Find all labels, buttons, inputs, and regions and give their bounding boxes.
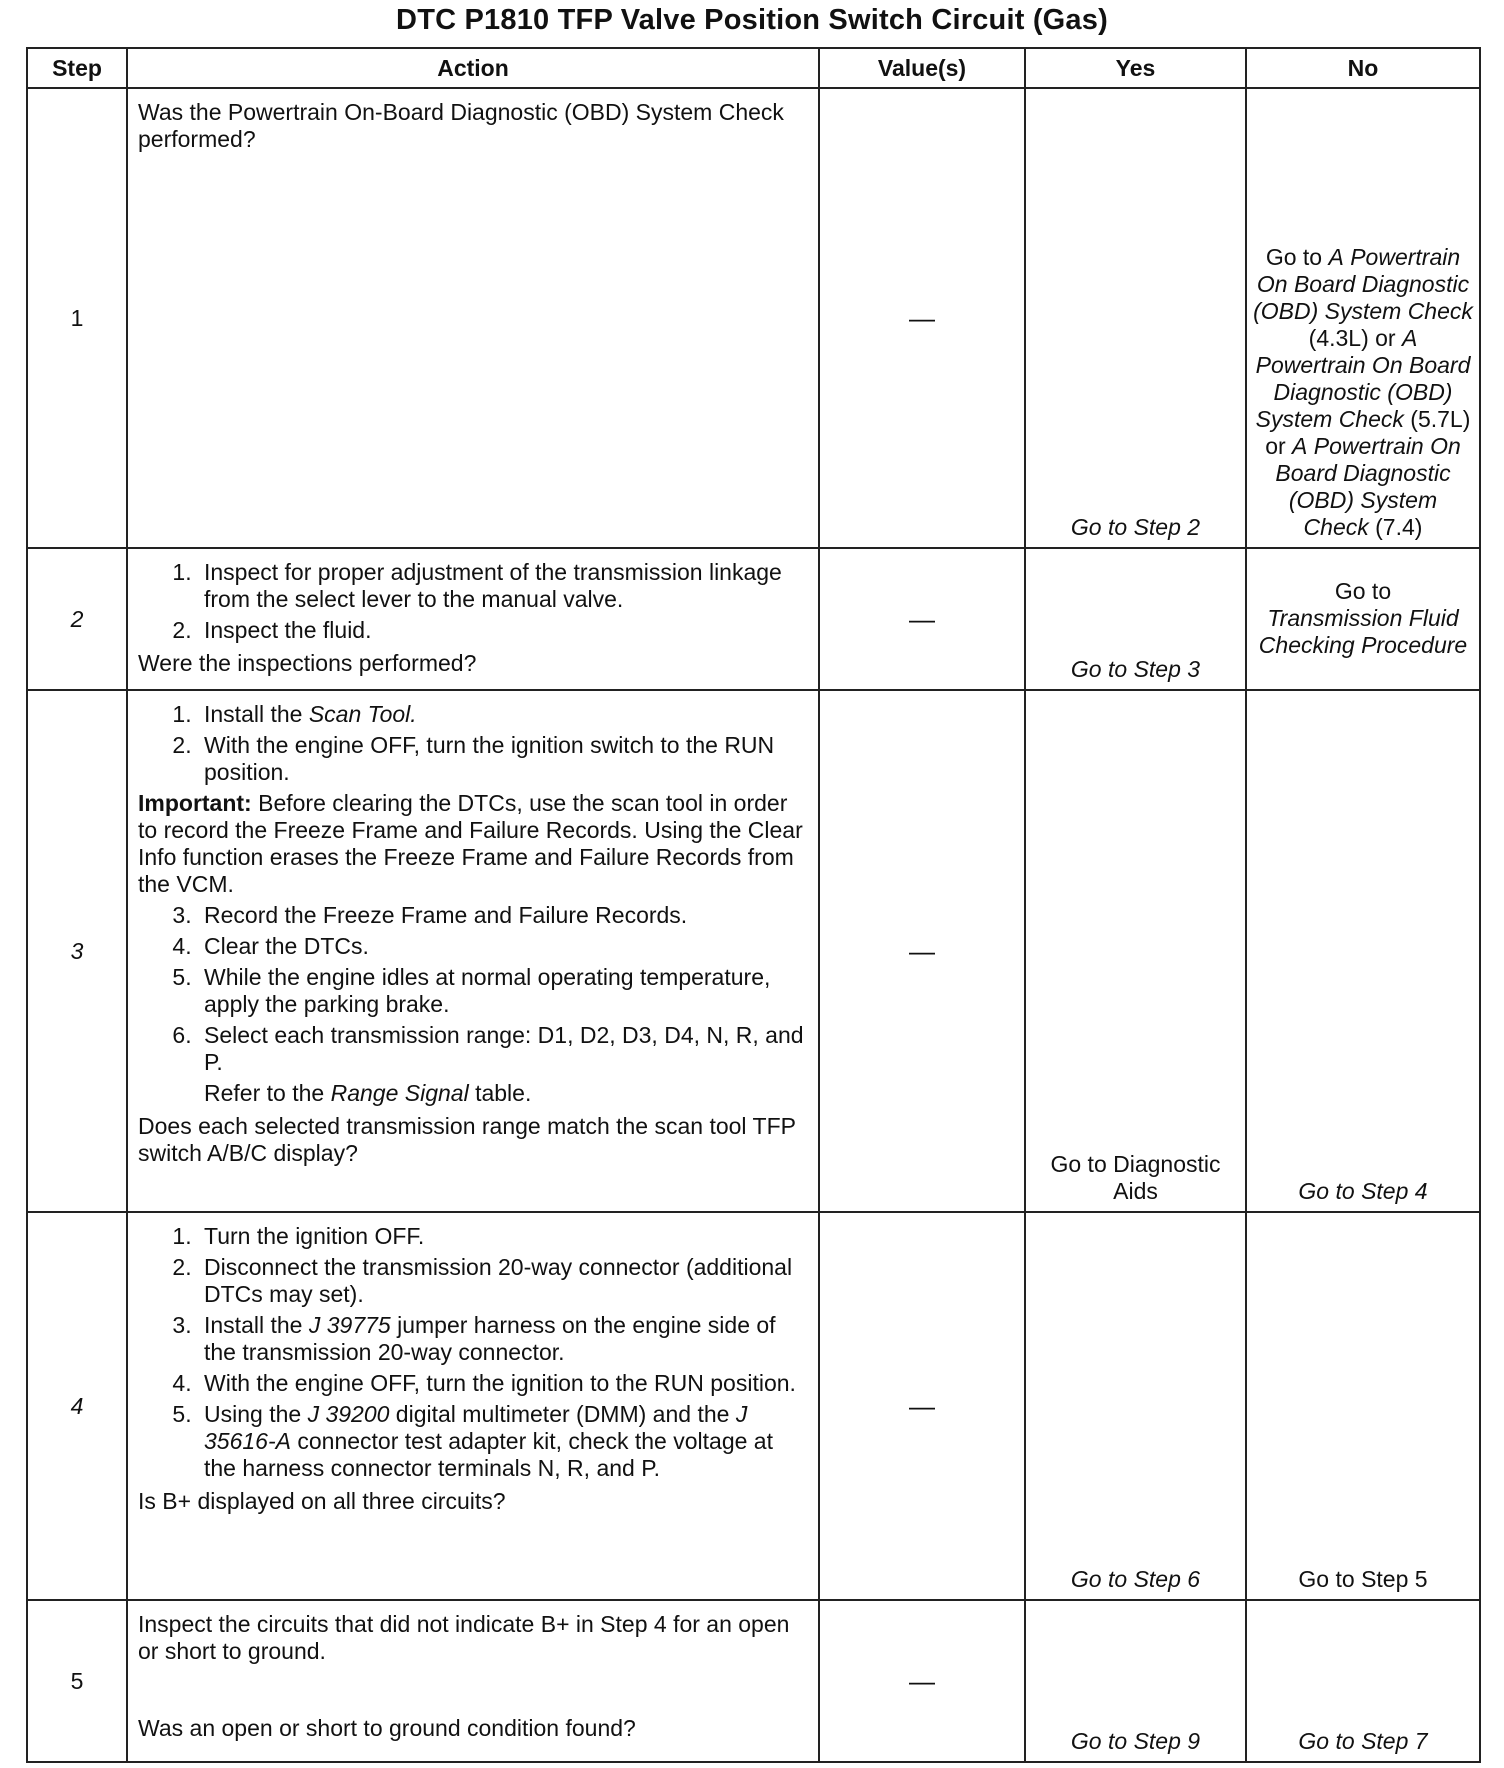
tool-ref: J 35616-A [204, 1401, 748, 1454]
action-step [198, 701, 808, 728]
no-cell [1246, 548, 1480, 690]
no-link-obd-43[interactable]: Powertrain On Board Diagnostic (OBD) System Check [1253, 244, 1473, 324]
step-number: 1 [27, 88, 127, 548]
no-lead: Go to [1334, 577, 1392, 604]
action-step: 3. Record the Freeze Frame and Failure Records. [198, 902, 808, 929]
no-link-obd-74[interactable]: Powertrain On Board Diagnostic (OBD) System [1275, 433, 1461, 513]
yes-cell [1025, 88, 1246, 548]
value-cell: — [819, 1212, 1025, 1600]
action-text: Inspect the circuits that did not indicate B+ in Step 4 for an open or short to ground. [138, 1611, 790, 1664]
action-step: 4. With the engine OFF, turn the ignition to the RUN position. [198, 1370, 808, 1397]
action-steps [138, 902, 808, 1076]
no-cell [1246, 1212, 1480, 1600]
header-step: Step [27, 48, 127, 88]
step-number: 2 [27, 548, 127, 690]
step-text: Using the [204, 1401, 308, 1427]
no-link[interactable]: Go to Step 7 [1298, 1728, 1428, 1754]
header-values: Value(s) [819, 48, 1025, 88]
refer-note [198, 1080, 808, 1107]
table-row [27, 1212, 1480, 1600]
action-step: 6. Select each transmission range: D1, D2, D3, D4, N, R, and P. [198, 1022, 808, 1076]
no-engine-57: (5.7L) or [1265, 406, 1471, 459]
action-cell [127, 88, 819, 548]
action-step [198, 1312, 808, 1366]
action-cell [127, 690, 819, 1212]
diagnostic-table [26, 47, 1481, 1763]
step-number: 3 [27, 690, 127, 1212]
step-text: Install the [204, 701, 309, 727]
action-question: Does each selected transmission range match the scan tool TFP switch A/B/C display? [138, 1113, 796, 1166]
yes-link[interactable]: Go to Step 2 [1070, 514, 1201, 540]
action-question: Is B+ displayed on all three circuits? [138, 1488, 506, 1514]
step-number: 5 [27, 1600, 127, 1762]
no-article: A [1328, 244, 1344, 270]
action-steps [138, 559, 808, 644]
no-link[interactable]: Go to Step 5 [1298, 1566, 1428, 1592]
no-lead: Go to [1265, 244, 1329, 270]
refer-pre: Refer to the [204, 1080, 331, 1106]
step-text: jumper harness on the engine side of the transmission 20-way connector. [204, 1312, 776, 1365]
step-number: 4 [27, 1212, 127, 1600]
yes-cell [1025, 690, 1246, 1212]
tool-ref: J 39775 [308, 1312, 391, 1338]
table-header-row [27, 48, 1480, 88]
header-no: No [1246, 48, 1480, 88]
no-cell [1246, 1600, 1480, 1762]
no-engine-74: (7.4) [1368, 514, 1423, 540]
action-cell [127, 1600, 819, 1762]
no-link-obd-57[interactable]: Powertrain On Board Diagnostic (OBD) System Check [1255, 352, 1471, 432]
action-cell [127, 548, 819, 690]
step-text: Install the [204, 1312, 309, 1338]
yes-link[interactable]: Go to Step 3 [1070, 656, 1201, 682]
important-note [138, 790, 808, 898]
spacer [138, 1669, 808, 1709]
no-cell [1246, 690, 1480, 1212]
action-step: 1. Turn the ignition OFF. [198, 1223, 808, 1250]
yes-link[interactable]: Go to Step 6 [1070, 1566, 1201, 1592]
no-link[interactable]: Go to Step 4 [1298, 1178, 1428, 1204]
action-step: 4. Clear the DTCs. [198, 933, 808, 960]
yes-cell [1025, 548, 1246, 690]
action-step: 2. Inspect the fluid. [198, 617, 808, 644]
no-cell [1246, 88, 1480, 548]
action-step: 1. Inspect for proper adjustment of the transmission linkage from the select lever to the manual valve. [198, 559, 808, 613]
yes-link[interactable]: Go to Diagnostic Aids [1050, 1151, 1221, 1204]
no-link-fluid-check[interactable]: Transmission Fluid Checking Procedure [1258, 604, 1468, 658]
step-text: digital multimeter (DMM) and the [389, 1401, 736, 1427]
important-label: Important: [138, 790, 252, 816]
table-row [27, 548, 1480, 690]
action-cell [127, 1212, 819, 1600]
action-step [198, 1401, 808, 1482]
action-question: Was the Powertrain On-Board Diagnostic (OBD) System Check performed? [138, 99, 784, 152]
value-cell: — [819, 88, 1025, 548]
yes-link[interactable]: Go to Step 9 [1070, 1728, 1201, 1754]
header-yes: Yes [1025, 48, 1246, 88]
action-step: 2. With the engine OFF, turn the ignition switch to the RUN position. [198, 732, 808, 786]
action-step: 2. Disconnect the transmission 20-way connector (additional DTCs may set). [198, 1254, 808, 1308]
action-question: Was an open or short to ground condition found? [138, 1715, 636, 1741]
scan-tool-link[interactable]: Scan Tool. [308, 701, 417, 727]
yes-cell [1025, 1600, 1246, 1762]
value-cell: — [819, 690, 1025, 1212]
no-link-obd-74-cont[interactable]: Check [1303, 514, 1369, 540]
tool-ref: J 39200 [307, 1401, 390, 1427]
table-row [27, 690, 1480, 1212]
action-steps [138, 701, 808, 786]
header-action: Action [127, 48, 819, 88]
action-question: Were the inspections performed? [138, 650, 477, 676]
page-title: DTC P1810 TFP Valve Position Switch Circuit (Gas) [396, 4, 1108, 36]
table-row [27, 88, 1480, 548]
yes-cell [1025, 1212, 1246, 1600]
no-article: A [1401, 325, 1418, 351]
refer-post: table. [468, 1080, 532, 1106]
action-step: 5. While the engine idles at normal operating temperature, apply the parking brake. [198, 964, 808, 1018]
step-text: connector test adapter kit, check the voltage at the harness connector terminals N, R, and P. [204, 1428, 773, 1481]
important-text: Before clearing the DTCs, use the scan tool in order to record the Freeze Frame and Failure Records. Using the Clear Info function erases the Freeze Frame and Failure Records from the VCM. [138, 790, 803, 897]
value-cell: — [819, 1600, 1025, 1762]
no-article: A [1292, 433, 1308, 459]
no-engine-43: (4.3L) or [1308, 325, 1402, 351]
action-steps [138, 1223, 808, 1482]
table-row [27, 1600, 1480, 1762]
value-cell: — [819, 548, 1025, 690]
range-signal-link[interactable]: Range Signal [330, 1080, 469, 1106]
